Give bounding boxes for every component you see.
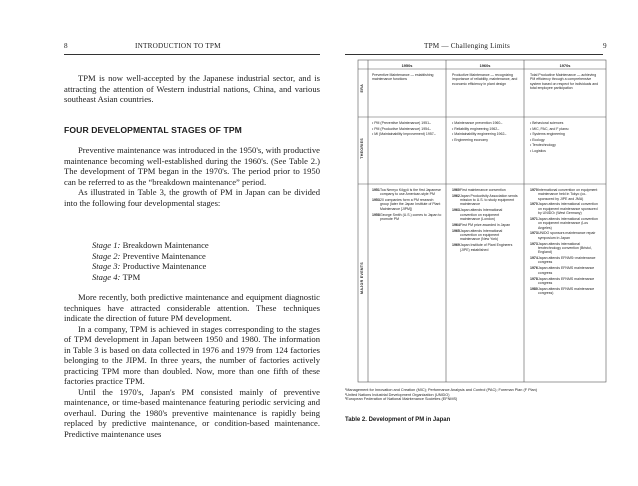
event-entry: 1953 20 companies form a PM research group (later the Japan Institute of Plant Maintenance [JIPM]): [372, 198, 441, 211]
row-label-era: ERA: [360, 84, 364, 93]
events-cell-1950s: [372, 188, 442, 223]
era-cell-1950s: [372, 73, 442, 83]
column-header-1970s: 1970s: [559, 63, 571, 68]
era-cell-1970s: [530, 73, 602, 91]
row-label-major-events: MAJOR EVENTS: [360, 262, 364, 294]
paragraph-6: Until the 1970's, Japan's PM consisted mainly of preventive maintenance, or time-based maintenance featuring periodic servicing and overhaul. During the 1980's preventive maintenance is rapidly being replaced by predictive maintenance, or condition-based maintenance. Predictive maintenance uses: [64, 386, 320, 439]
event-entry: 1978 Japan attends EFNMS maintenance congress: [530, 276, 595, 285]
theory-item: • Engineering economy: [452, 137, 489, 142]
theory-item: • Systems engineering: [530, 132, 565, 137]
footnote: ¹Management for Innovation and Creation (MIC); Performance Analysis and Control (PAC); Foreman Plan (F Plan): [345, 388, 537, 392]
footnote: ³European Federation of National Maintenance Societies (EFNMS): [345, 397, 458, 402]
era-text: Total Productive Maintenance — achieving PM efficiency through a comprehensive system based on respect for individuals and total employee participation: [530, 73, 599, 90]
event-entry: 1980 Japan attends EFNMS maintenance congress): [530, 286, 595, 295]
caption-text: Development of PM in Japan: [368, 417, 451, 423]
table-footnotes: [345, 388, 605, 402]
running-head: INTRODUCTION TO TPM: [135, 42, 221, 50]
theories-cell-1950s: [372, 121, 442, 138]
event-entry: 1962 Japan Productivity Association sends mission to U.S. to study equipment maintenance: [452, 193, 518, 207]
event-entry: 1973 Japan attends international terotechnology convention (Bristol, England): [530, 241, 592, 255]
era-text: Productive Maintenance — recognizing importance of reliability, maintenance, and economic efficiency in plant design: [452, 73, 518, 86]
paragraph-4: More recently, both predictive maintenance and equipment diagnostic techniques have attracted considerable attention. These techniques indicate the direction of future PM development.: [64, 292, 320, 323]
footnote: ²United Nations Industrial Development Organization (UNIDO): [345, 392, 450, 397]
theory-item: • Terotechnology: [530, 143, 556, 148]
section-heading: FOUR DEVELOPMENTAL STAGES OF TPM: [64, 125, 242, 135]
theory-item: • PM (Preventive Maintenance) 1951–: [372, 121, 432, 125]
row-label-theories: THEORIES: [360, 138, 364, 159]
event-entry: 1958 George Smith (U.S.) comes to Japan to promote PM: [372, 212, 442, 221]
theory-item: • Reliability engineering 1962–: [452, 126, 500, 131]
theory-item: • Maintainability engineering 1962–: [452, 132, 507, 137]
event-entry: 1970 International convention on equipment maintenance held in Tokyo (co-sponsored by JIPE and JMA): [530, 188, 598, 201]
paragraph-2: Preventive maintenance was introduced in the 1950's, with productive maintenance becoming well-established during the 1960's. (See Table 2.) The development of TPM began in the 1970's. The period prior to 1950 can be referred to as the “breakdown maintenance” period.: [64, 145, 320, 187]
event-entry: 1973 UNIDO sponsors maintenance repair symposium in Japan: [530, 231, 596, 240]
paragraph-1: TPM is now well-accepted by the Japanese industrial sector, and is attracting the attention of Western industrial nations, China, and various southeast Asian countries.: [64, 73, 320, 104]
event-entry: 1965 Japan attends International convention on equipment maintenance (New York): [452, 228, 503, 242]
events-cell-1970s: [530, 188, 602, 297]
event-entry: 1976 Japan attends EFNMS maintenance congress: [530, 266, 595, 275]
event-entry: 1974 Japan attends EFNMS³ maintenance congress: [530, 256, 596, 265]
stage-item: Stage 1: Breakdown Maintenance: [92, 240, 209, 250]
event-entry: 1964 First PM prize awarded in Japan: [452, 222, 511, 227]
theories-cell-1960s: [452, 121, 520, 143]
event-entry: 1960 First maintenance convention: [452, 188, 506, 192]
event-entry: 1970 Japan attends international convention on equipment maintenance sponsored by UNIDO² (West Germany): [530, 202, 598, 216]
stage-item: Stage 3: Productive Maintenance: [92, 261, 207, 272]
event-entry: 1951 Toa Nenryo Kōgyō is the first Japanese company to use American-style PM: [372, 188, 441, 197]
caption-label: Table 2.: [345, 417, 367, 423]
event-entry: 1963 Japan attends International convention on equipment maintenance (London): [452, 208, 503, 221]
page-number: 8: [64, 42, 68, 50]
event-entry: 1969 Japan Institute of Plant Engineers (JIPE) established: [452, 243, 513, 252]
theory-item: • PM (Productive Maintenance) 1954–: [372, 126, 432, 131]
era-cell-1960s: [452, 73, 520, 87]
theory-item: • MIC, PAC, and F plans¹: [530, 126, 569, 131]
era-text: Preventive Maintenance — establishing maintenance functions: [372, 73, 434, 82]
theory-item: • Maintenance prevention 1960–: [452, 121, 503, 125]
theory-item: • Ecology: [530, 137, 545, 142]
column-header-1950s: 1950s: [401, 63, 413, 68]
stage-item: Stage 4: TPM: [92, 271, 141, 282]
theory-item: • Logistics: [530, 148, 546, 153]
theory-item: • MI (Maintainability Improvement) 1957–: [372, 132, 436, 137]
events-cell-1960s: [452, 188, 520, 253]
theory-item: • Behavioral sciences: [530, 121, 564, 125]
column-header-1960s: 1960s: [479, 63, 491, 68]
stage-item: Stage 2: Preventive Maintenance: [92, 250, 206, 261]
running-head-right: TPM — Challenging Limits: [424, 42, 511, 50]
page-number-right: 9: [603, 42, 607, 50]
paragraph-5: In a company, TPM is achieved in stages corresponding to the stages of TPM development in Japan between 1950 and 1980. The information in Table 3 is based on data collected in 1976 and 1979 from 124 factories belonging to the JIPM. In three years, the number of factories actively practicing TPM more than doubled. Now, more than one fifth of these factories practice TPM.: [64, 323, 320, 386]
theories-cell-1970s: [530, 121, 602, 155]
event-entry: 1971 Japan attends international convention on equipment maintenance (Los Angeles): [530, 216, 598, 230]
paragraph-3: As illustrated in Table 3, the growth of PM in Japan can be divided into the following four developmental stages:: [64, 187, 320, 208]
table-caption: [345, 417, 450, 423]
